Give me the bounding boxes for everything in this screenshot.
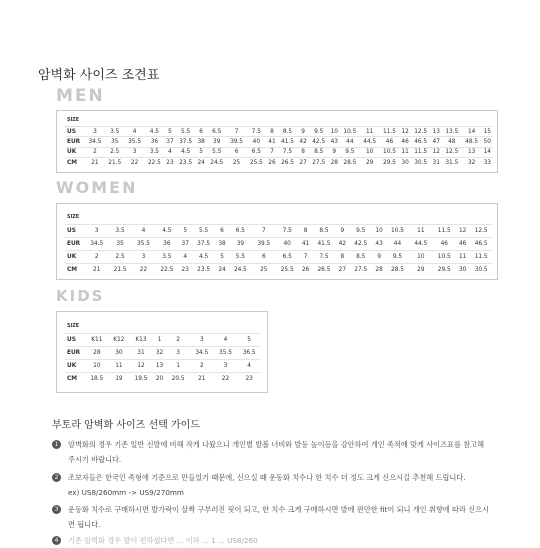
size-cell: 13 bbox=[431, 126, 442, 136]
size-cell: 5 bbox=[164, 126, 175, 136]
size-cell: 6.5 bbox=[229, 224, 252, 237]
size-cell: 48.5 bbox=[462, 137, 482, 147]
men-size-table-box bbox=[56, 110, 498, 173]
size-cell: 2.5 bbox=[108, 250, 131, 263]
size-cell: 3 bbox=[85, 224, 108, 237]
size-cell: 13 bbox=[153, 359, 167, 372]
size-cell: 30.5 bbox=[469, 263, 493, 276]
table-row bbox=[65, 263, 493, 276]
size-cell: 14 bbox=[462, 126, 482, 136]
men-size-table bbox=[65, 116, 493, 168]
size-cell: 9.5 bbox=[349, 224, 372, 237]
size-cell: 11 bbox=[360, 126, 380, 136]
row-label: EUR bbox=[65, 237, 85, 250]
size-cell: 42.5 bbox=[349, 237, 372, 250]
size-cell: 2 bbox=[85, 147, 105, 157]
size-cell: 11 bbox=[399, 147, 410, 157]
size-cell: 6.5 bbox=[275, 250, 298, 263]
size-cell: 30 bbox=[456, 263, 469, 276]
size-cell: 9.5 bbox=[309, 126, 329, 136]
size-cell: 39.5 bbox=[227, 137, 247, 147]
size-cell: 27.5 bbox=[349, 263, 372, 276]
size-cell: 35 bbox=[108, 237, 131, 250]
size-cell: 31.5 bbox=[442, 158, 462, 168]
size-cell: 39 bbox=[229, 237, 252, 250]
size-cell: 28 bbox=[329, 158, 340, 168]
size-cell: 5 bbox=[215, 250, 228, 263]
size-cell: 3 bbox=[125, 147, 145, 157]
size-cell: 12.5 bbox=[442, 147, 462, 157]
table-row bbox=[65, 126, 493, 136]
size-cell: 39 bbox=[207, 137, 227, 147]
size-cell: 22.5 bbox=[155, 263, 178, 276]
size-cell: 31 bbox=[129, 346, 153, 359]
table-row bbox=[65, 137, 493, 147]
guide-item-text: 운동화 치수로 구매하시면 발가락이 살짝 구부러진 핏이 되고, 한 치수 크게 구매하시면 발에 편안한 fit이 되니 개인 취향에 따라 신으시면 됩니다. bbox=[68, 505, 490, 529]
size-cell: 41.5 bbox=[278, 137, 298, 147]
size-cell: 37.5 bbox=[192, 237, 215, 250]
size-cell: 44.5 bbox=[409, 237, 432, 250]
row-label: UK bbox=[65, 250, 85, 263]
size-cell: 37 bbox=[179, 237, 192, 250]
size-header-label: SIZE bbox=[67, 118, 79, 124]
size-cell: 39.5 bbox=[252, 237, 275, 250]
size-cell: 28 bbox=[372, 263, 385, 276]
size-cell: 6.5 bbox=[246, 147, 266, 157]
size-cell: 18.5 bbox=[85, 372, 109, 385]
size-cell: 24 bbox=[195, 158, 206, 168]
size-cell: 3.5 bbox=[108, 224, 131, 237]
row-label: UK bbox=[65, 359, 85, 372]
size-cell: 12 bbox=[129, 359, 153, 372]
table-row bbox=[65, 250, 493, 263]
size-cell: 9 bbox=[372, 250, 385, 263]
size-cell: 30.5 bbox=[411, 158, 431, 168]
size-cell: 12.5 bbox=[469, 224, 493, 237]
guide-item-text: 조보자들은 한국인 족형에 기준으로 만들었기 때문에, 신으실 때 운동화 치수나 한 치수 더 정도 크게 신으시길 추천해 드립니다. bbox=[68, 473, 466, 482]
size-cell: 24.5 bbox=[229, 263, 252, 276]
table-row bbox=[65, 147, 493, 157]
size-cell: 19 bbox=[109, 372, 129, 385]
size-cell: 24.5 bbox=[207, 158, 227, 168]
row-label: CM bbox=[65, 372, 85, 385]
size-header-label: SIZE bbox=[67, 323, 79, 329]
size-cell: 35 bbox=[105, 137, 125, 147]
table-row bbox=[65, 224, 493, 237]
size-cell: 46 bbox=[399, 137, 410, 147]
number-badge-icon: 2 bbox=[52, 473, 61, 482]
size-cell: 4.5 bbox=[176, 147, 196, 157]
size-cell: 11 bbox=[409, 224, 432, 237]
size-header-row bbox=[65, 211, 493, 224]
guide-item bbox=[52, 533, 492, 548]
size-cell: 25.5 bbox=[275, 263, 298, 276]
size-cell: 4 bbox=[237, 359, 261, 372]
size-cell: 22 bbox=[214, 372, 238, 385]
size-cell: 11.5 bbox=[469, 250, 493, 263]
size-cell: 6 bbox=[215, 224, 228, 237]
size-cell: 2 bbox=[85, 250, 108, 263]
size-cell: 7.5 bbox=[275, 224, 298, 237]
size-cell: 10.5 bbox=[433, 250, 456, 263]
size-cell: 21.5 bbox=[108, 263, 131, 276]
size-cell: 6 bbox=[195, 126, 206, 136]
size-cell: 12.5 bbox=[411, 126, 431, 136]
size-cell: 5 bbox=[237, 333, 261, 346]
size-cell: 11.5 bbox=[433, 224, 456, 237]
guide-item bbox=[52, 502, 492, 532]
size-cell: 23 bbox=[237, 372, 261, 385]
size-cell: 7 bbox=[252, 224, 275, 237]
guide-item-example: ex) US8/260mm -> US9/270mm bbox=[68, 488, 184, 497]
kids-size-table bbox=[65, 320, 261, 385]
size-cell: 44 bbox=[386, 237, 409, 250]
size-cell: 21 bbox=[85, 263, 108, 276]
size-cell: 44 bbox=[340, 137, 360, 147]
size-cell: 5 bbox=[179, 224, 192, 237]
size-cell: 28 bbox=[85, 346, 109, 359]
number-badge-icon: 4 bbox=[52, 536, 61, 545]
size-cell: 35.5 bbox=[125, 137, 145, 147]
size-cell: 21 bbox=[85, 158, 105, 168]
guide-title: 부토라 암벽화 사이즈 선택 가이드 bbox=[52, 420, 200, 431]
size-cell: 29 bbox=[409, 263, 432, 276]
table-row bbox=[65, 359, 261, 372]
size-cell: 7.5 bbox=[278, 147, 298, 157]
women-size-table-box bbox=[56, 203, 498, 280]
size-cell: 23 bbox=[179, 263, 192, 276]
table-row bbox=[65, 372, 261, 385]
size-cell: 41 bbox=[266, 137, 277, 147]
size-cell: 46.5 bbox=[469, 237, 493, 250]
size-cell: 4.5 bbox=[144, 126, 164, 136]
size-cell: 5.5 bbox=[207, 147, 227, 157]
size-cell: 48 bbox=[442, 137, 462, 147]
size-cell: 10 bbox=[409, 250, 432, 263]
size-cell: 7.5 bbox=[246, 126, 266, 136]
size-header-row bbox=[65, 320, 261, 333]
size-cell: 46 bbox=[433, 237, 456, 250]
size-cell: 4 bbox=[132, 224, 155, 237]
size-cell: 30 bbox=[399, 158, 410, 168]
size-cell: 2 bbox=[190, 359, 214, 372]
size-cell: 42 bbox=[336, 237, 349, 250]
size-cell: 4 bbox=[164, 147, 175, 157]
size-cell: 25.5 bbox=[246, 158, 266, 168]
size-cell: 3.5 bbox=[155, 250, 178, 263]
size-cell: 32 bbox=[153, 346, 167, 359]
size-cell: 15 bbox=[482, 126, 493, 136]
size-cell: 37.5 bbox=[176, 137, 196, 147]
size-cell: 3 bbox=[132, 250, 155, 263]
size-cell: 6 bbox=[252, 250, 275, 263]
guide-item bbox=[52, 470, 492, 500]
size-cell: K11 bbox=[85, 333, 109, 346]
size-cell: 7 bbox=[266, 147, 277, 157]
size-cell: 23.5 bbox=[192, 263, 215, 276]
size-cell: 7 bbox=[299, 250, 312, 263]
size-cell: 40 bbox=[275, 237, 298, 250]
row-label: CM bbox=[65, 263, 85, 276]
size-cell: 23.5 bbox=[176, 158, 196, 168]
size-cell: 8.5 bbox=[309, 147, 329, 157]
size-cell: 46 bbox=[380, 137, 400, 147]
size-cell: 42 bbox=[297, 137, 308, 147]
size-cell: 12 bbox=[431, 147, 442, 157]
size-cell: 8.5 bbox=[278, 126, 298, 136]
size-cell: 27 bbox=[336, 263, 349, 276]
size-cell: 46 bbox=[456, 237, 469, 250]
size-cell: 8 bbox=[336, 250, 349, 263]
size-cell: 20 bbox=[153, 372, 167, 385]
size-cell: 7.5 bbox=[312, 250, 335, 263]
row-label: CM bbox=[65, 158, 85, 168]
size-cell: 25 bbox=[227, 158, 247, 168]
row-label: UK bbox=[65, 147, 85, 157]
size-cell: 36.5 bbox=[237, 346, 261, 359]
size-cell: 29 bbox=[360, 158, 380, 168]
size-cell: 10.5 bbox=[380, 147, 400, 157]
size-cell: 28.5 bbox=[386, 263, 409, 276]
size-cell: 12 bbox=[456, 224, 469, 237]
size-cell: 10 bbox=[85, 359, 109, 372]
size-cell: 21.5 bbox=[105, 158, 125, 168]
kids-section-label: KIDS bbox=[56, 287, 105, 305]
size-cell: 3 bbox=[85, 126, 105, 136]
size-header-row bbox=[65, 116, 493, 126]
size-cell: 8.5 bbox=[349, 250, 372, 263]
size-cell: 7 bbox=[227, 126, 247, 136]
size-cell: 2.5 bbox=[105, 147, 125, 157]
size-cell: 3 bbox=[166, 346, 190, 359]
size-cell: 14 bbox=[482, 147, 493, 157]
size-cell: 31 bbox=[431, 158, 442, 168]
women-section-label: WOMEN bbox=[56, 178, 138, 197]
size-cell: 3.5 bbox=[144, 147, 164, 157]
table-row bbox=[65, 158, 493, 168]
guide-item-text: 기존 암벽화 경우 발이 편하셨다면 ... 이하 ... 1 ... US8/260 bbox=[68, 536, 258, 545]
size-cell: 8 bbox=[299, 224, 312, 237]
table-row bbox=[65, 333, 261, 346]
size-cell: 5.5 bbox=[192, 224, 215, 237]
size-cell: K12 bbox=[109, 333, 129, 346]
size-cell: 4.5 bbox=[192, 250, 215, 263]
size-cell: 3.5 bbox=[105, 126, 125, 136]
size-cell: 6 bbox=[227, 147, 247, 157]
size-cell: 34.5 bbox=[85, 137, 105, 147]
size-cell: 22.5 bbox=[144, 158, 164, 168]
row-label: US bbox=[65, 224, 85, 237]
size-cell: 9 bbox=[336, 224, 349, 237]
size-cell: 26.5 bbox=[312, 263, 335, 276]
size-cell: 10 bbox=[329, 126, 340, 136]
size-header-label: SIZE bbox=[67, 214, 79, 220]
size-cell: 26.5 bbox=[278, 158, 298, 168]
size-cell: 5 bbox=[195, 147, 206, 157]
size-cell: 24 bbox=[215, 263, 228, 276]
size-cell: 40 bbox=[246, 137, 266, 147]
size-cell: 42.5 bbox=[309, 137, 329, 147]
size-cell: 38 bbox=[215, 237, 228, 250]
size-cell: 10 bbox=[372, 224, 385, 237]
size-cell: 9.5 bbox=[386, 250, 409, 263]
size-cell: 29.5 bbox=[380, 158, 400, 168]
size-cell: 2 bbox=[166, 333, 190, 346]
size-cell: 12 bbox=[399, 126, 410, 136]
row-label: US bbox=[65, 126, 85, 136]
size-cell: 36 bbox=[144, 137, 164, 147]
size-cell: 44.5 bbox=[360, 137, 380, 147]
row-label: US bbox=[65, 333, 85, 346]
table-row bbox=[65, 346, 261, 359]
size-cell: 21 bbox=[190, 372, 214, 385]
size-cell: 8.5 bbox=[312, 224, 335, 237]
number-badge-icon: 3 bbox=[52, 505, 61, 514]
page-title: 암벽화 사이즈 조견표 bbox=[38, 68, 160, 83]
size-cell: 11.5 bbox=[380, 126, 400, 136]
size-cell: 38 bbox=[195, 137, 206, 147]
size-cell: 41 bbox=[299, 237, 312, 250]
size-cell: 22 bbox=[132, 263, 155, 276]
size-cell: 13 bbox=[462, 147, 482, 157]
size-cell: 22 bbox=[125, 158, 145, 168]
size-cell: 10 bbox=[360, 147, 380, 157]
size-cell: 11 bbox=[456, 250, 469, 263]
size-cell: 35.5 bbox=[214, 346, 238, 359]
size-cell: 43 bbox=[329, 137, 340, 147]
size-cell: 4.5 bbox=[155, 224, 178, 237]
size-cell: 37 bbox=[164, 137, 175, 147]
size-cell: 10.5 bbox=[340, 126, 360, 136]
size-cell: 10.5 bbox=[386, 224, 409, 237]
size-cell: 35.5 bbox=[132, 237, 155, 250]
size-cell: 3 bbox=[214, 359, 238, 372]
guide-item bbox=[52, 437, 492, 467]
size-cell: 25 bbox=[252, 263, 275, 276]
size-cell: 34.5 bbox=[85, 237, 108, 250]
size-cell: 46.5 bbox=[411, 137, 431, 147]
size-cell: 50 bbox=[482, 137, 493, 147]
size-cell: 11.5 bbox=[411, 147, 431, 157]
size-cell: 19.5 bbox=[129, 372, 153, 385]
size-cell: 32 bbox=[462, 158, 482, 168]
size-cell: 8 bbox=[266, 126, 277, 136]
size-cell: 26 bbox=[266, 158, 277, 168]
men-section-label: MEN bbox=[56, 86, 105, 106]
size-cell: 3 bbox=[190, 333, 214, 346]
size-cell: 5.5 bbox=[229, 250, 252, 263]
row-label: EUR bbox=[65, 346, 85, 359]
kids-size-table-box bbox=[56, 311, 268, 393]
size-cell: 43 bbox=[372, 237, 385, 250]
size-cell: 11 bbox=[109, 359, 129, 372]
size-cell: 9 bbox=[297, 126, 308, 136]
size-cell: 33 bbox=[482, 158, 493, 168]
size-cell: 5.5 bbox=[176, 126, 196, 136]
size-cell: 4 bbox=[214, 333, 238, 346]
size-cell: 27.5 bbox=[309, 158, 329, 168]
women-size-table bbox=[65, 211, 493, 276]
size-cell: 34.5 bbox=[190, 346, 214, 359]
size-cell: 41.5 bbox=[312, 237, 335, 250]
size-cell: 47 bbox=[431, 137, 442, 147]
size-cell: 9.5 bbox=[340, 147, 360, 157]
size-cell: 6.5 bbox=[207, 126, 227, 136]
number-badge-icon: 1 bbox=[52, 440, 61, 449]
row-label: EUR bbox=[65, 137, 85, 147]
table-row bbox=[65, 237, 493, 250]
size-cell: 1 bbox=[166, 359, 190, 372]
size-cell: 26 bbox=[299, 263, 312, 276]
size-cell: K13 bbox=[129, 333, 153, 346]
size-cell: 9 bbox=[329, 147, 340, 157]
size-cell: 23 bbox=[164, 158, 175, 168]
size-cell: 4 bbox=[125, 126, 145, 136]
size-cell: 29.5 bbox=[433, 263, 456, 276]
size-cell: 13.5 bbox=[442, 126, 462, 136]
size-cell: 36 bbox=[155, 237, 178, 250]
size-cell: 8 bbox=[297, 147, 308, 157]
guide-item-text: 암벽화의 경우 기존 일반 신발에 비해 작게 나왔으니 개인별 발볼 너비와 발등 높이등을 감안하여 개인 족적에 맞게 사이즈표를 참고해 주시기 바랍니다. bbox=[68, 440, 485, 464]
size-cell: 4 bbox=[179, 250, 192, 263]
size-cell: 1 bbox=[153, 333, 167, 346]
size-cell: 30 bbox=[109, 346, 129, 359]
size-cell: 28.5 bbox=[340, 158, 360, 168]
size-cell: 27 bbox=[297, 158, 308, 168]
size-cell: 20.5 bbox=[166, 372, 190, 385]
